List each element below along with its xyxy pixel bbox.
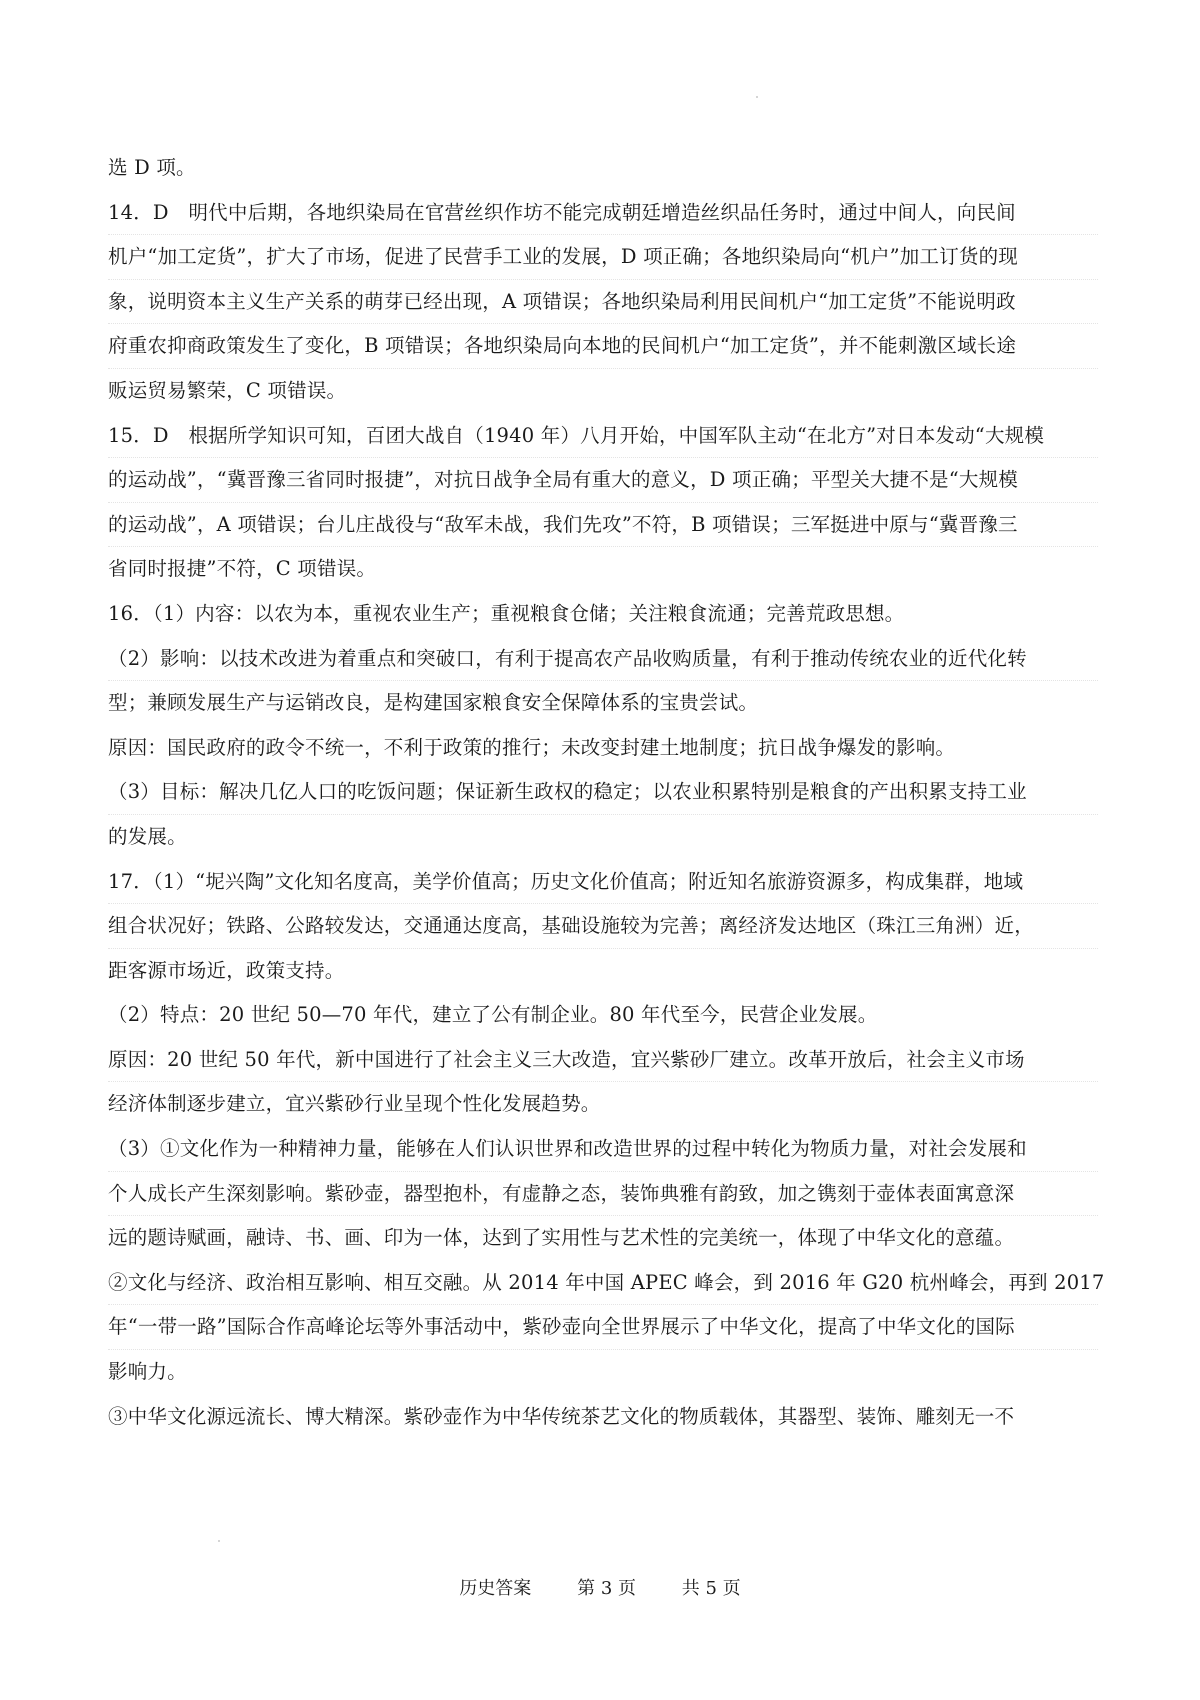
answer-paragraph [108,1127,1098,1261]
text-line: 选 D 项。 [108,156,196,179]
answer-paragraph [108,1395,1098,1440]
footer-total-pages: 共 5 页 [681,1578,741,1599]
text-line: 经济体制逐步建立，宜兴紫砂行业呈现个性化发展趋势。 [108,1092,601,1116]
text-line: 距客源市场近，政策支持。 [108,958,345,982]
scan-speck [218,1540,220,1542]
answer-paragraph [108,1038,1098,1127]
answer-paragraph [108,637,1098,726]
text-line: （2）特点：20 世纪 50—70 年代，建立了公有制企业。80 年代至今，民营企业发展。 [108,1003,878,1027]
text-line: 府重农抑商政策发生了变化，B 项错误；各地织染局向本地的民间机户“加工定货”，并不能刺激区域长途 [108,324,1098,369]
text-line: 影响力。 [108,1360,187,1384]
text-line: 组合状况好；铁路、公路较发达，交通通达度高，基础设施较为完善；离经济发达地区（珠江三角洲）近， [108,904,1098,949]
text-line: 个人成长产生深刻影响。紫砂壶，器型抱朴，有虚静之态，装饰典雅有韵致，加之镌刻于壶体表面寓意深 [108,1172,1098,1217]
text-line: 的运动战”，“冀晋豫三省同时报捷”，对抗日战争全局有重大的意义，D 项正确；平型关大捷不是“大规模 [108,458,1098,503]
text-line: 原因：国民政府的政令不统一，不利于政策的推行；未改变封建土地制度；抗日战争爆发的影响。 [108,735,956,759]
answer-paragraph [108,191,1098,414]
footer-page-number: 第 3 页 [577,1578,636,1599]
answer-paragraph [108,726,1098,771]
answer-content [108,146,1105,1439]
answer-paragraph [108,592,1098,637]
text-line: 15．D 根据所学知识可知，百团大战自（1940 年）八月开始，中国军队主动“在北方”对日本发动“大规模 [108,414,1098,459]
scan-speck [756,96,758,98]
text-line: 的运动战”，A 项错误；台儿庄战役与“敌军未战，我们先攻”不符，B 项错误；三军挺进中原与“冀晋豫三 [108,503,1098,548]
text-line: ③中华文化源远流长、博大精深。紫砂壶作为中华传统茶艺文化的物质载体，其器型、装饰、雕刻无一不 [108,1404,1015,1428]
text-line: （2）影响：以技术改进为着重点和突破口，有利于提高农产品收购质量，有利于推动传统农业的近代化转 [108,637,1098,682]
text-line: 贩运贸易繁荣，C 项错误。 [108,378,347,402]
text-line: 省同时报捷”不符，C 项错误。 [108,557,377,581]
text-line: （3）①文化作为一种精神力量，能够在人们认识世界和改造世界的过程中转化为物质力量，对社会发展和 [108,1127,1098,1172]
text-line: 16．（1）内容：以农为本，重视农业生产；重视粮食仓储；关注粮食流通；完善荒政思想。 [108,601,905,625]
answer-paragraph [108,770,1098,859]
text-line: 17．（1）“坭兴陶”文化知名度高，美学价值高；历史文化价值高；附近知名旅游资源多，构成集群，地域 [108,860,1098,905]
text-line: 的发展。 [108,824,187,848]
text-line: 14．D 明代中后期，各地织染局在官营丝织作坊不能完成朝廷增造丝织品任务时，通过中间人，向民间 [108,191,1098,236]
text-line: （3）目标：解决几亿人口的吃饭问题；保证新生政权的稳定；以农业积累特别是粮食的产出积累支持工业 [108,770,1098,815]
text-line: 机户“加工定货”，扩大了市场，促进了民营手工业的发展，D 项正确；各地织染局向“机户”加工订货的现 [108,235,1098,280]
text-line: 型；兼顾发展生产与运销改良，是构建国家粮食安全保障体系的宝贵尝试。 [108,691,759,715]
answer-paragraph [108,414,1098,592]
text-line: 象，说明资本主义生产关系的萌芽已经出现，A 项错误；各地织染局利用民间机户“加工定货”不能说明政 [108,280,1098,325]
page-footer [0,1574,1200,1600]
footer-subject: 历史答案 [459,1578,532,1599]
answer-paragraph [108,146,1098,191]
answer-paragraph [108,993,1098,1038]
text-line: ②文化与经济、政治相互影响、相互交融。从 2014 年中国 APEC 峰会，到 2016 年 G20 杭州峰会，再到 2017 [108,1261,1098,1306]
text-line: 年“一带一路”国际合作高峰论坛等外事活动中，紫砂壶向全世界展示了中华文化，提高了中华文化的国际 [108,1305,1098,1350]
text-line: 远的题诗赋画，融诗、书、画、印为一体，达到了实用性与艺术性的完美统一，体现了中华文化的意蕴。 [108,1226,1015,1250]
answer-paragraph [108,860,1098,994]
answer-paragraph [108,1261,1105,1395]
text-line: 原因：20 世纪 50 年代，新中国进行了社会主义三大改造，宜兴紫砂厂建立。改革开放后，社会主义市场 [108,1038,1098,1083]
